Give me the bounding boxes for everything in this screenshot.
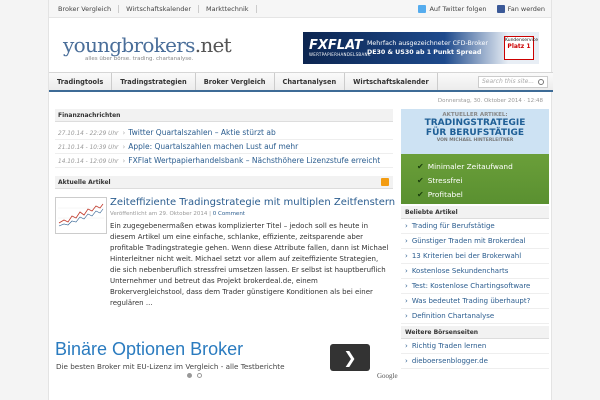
chart-thumbnail-icon	[56, 198, 106, 233]
list-item[interactable]	[401, 219, 549, 234]
nav-wirtschaftskalender[interactable]: Wirtschaftskalender	[345, 73, 438, 90]
social-links	[418, 5, 545, 13]
search-input[interactable]	[478, 76, 548, 88]
ad-binaere-optionen[interactable]	[55, 339, 398, 389]
arrow-icon: ›	[405, 237, 408, 245]
main-nav	[49, 72, 553, 92]
news-list	[55, 126, 393, 168]
facebook-label: Fan werden	[507, 4, 545, 13]
promo-points	[417, 159, 513, 201]
promo-point	[417, 159, 513, 173]
list-item-label: dieboersenblogger.de	[411, 357, 488, 365]
list-item-label: 13 Kriterien bei der Brokerwahl	[411, 252, 522, 260]
list-item-label: Definition Chartanalyse	[411, 312, 495, 320]
news-item[interactable]	[55, 154, 393, 168]
article-date: Veröffentlicht am 29. Oktober 2014 |	[110, 211, 212, 217]
award-badge	[504, 36, 539, 60]
top-link-wirtschaftskalender[interactable]: Wirtschaftskalender	[119, 5, 199, 13]
ad-pager	[187, 373, 202, 378]
google-ads-logo: Google	[377, 372, 398, 380]
promo-banner[interactable]	[401, 109, 549, 204]
top-link-markttechnik[interactable]: Markttechnik	[199, 5, 257, 13]
article-comments-link[interactable]: 0 Comment	[212, 211, 245, 217]
site-logo[interactable]	[63, 35, 231, 62]
news-date: 27.10.14 - 22:29 Uhr	[58, 131, 119, 137]
article-title[interactable]: Zeiteffiziente Tradingstrategie mit multiplen Zeitfenstern	[110, 197, 396, 208]
news-item[interactable]	[55, 126, 393, 140]
logo-name: youngbrokers	[63, 33, 195, 57]
list-item[interactable]	[401, 264, 549, 279]
finanznachrichten-heading: Finanznachrichten	[55, 109, 393, 122]
arrow-icon: ›	[405, 312, 408, 320]
list-item-label: Was bedeutet Trading überhaupt?	[411, 297, 531, 305]
facebook-icon	[497, 5, 505, 13]
fxflat-banner[interactable]	[303, 32, 539, 64]
arrow-icon: ›	[405, 252, 408, 260]
check-icon: ✔	[417, 175, 424, 185]
banner-copy	[367, 39, 488, 58]
list-item-label: Richtig Traden lernen	[411, 342, 487, 350]
promo-headline-1: TRADINGSTRATEGIE	[424, 118, 526, 128]
top-link-broker-vergleich[interactable]: Broker Vergleich	[55, 5, 119, 13]
check-icon: ✔	[417, 161, 424, 171]
list-item[interactable]	[401, 234, 549, 249]
list-item[interactable]	[401, 249, 549, 264]
search-placeholder: Search this site...	[482, 78, 535, 85]
promo-point	[417, 187, 513, 201]
nav-tradingstrategien[interactable]: Tradingstrategien	[112, 73, 195, 90]
aktuelle-artikel-label: Aktuelle Artikel	[58, 178, 111, 186]
promo-byline: VON MICHAEL HINTERLEITNER	[436, 138, 514, 143]
list-item[interactable]	[401, 339, 549, 354]
fxflat-brand-sub: WERTPAPIERHANDELSBANK	[309, 52, 371, 57]
fxflat-brand: FXFLAT	[309, 38, 363, 53]
ad-subtitle: Die besten Broker mit EU-Lizenz im Vergleich - alle Testberichte	[56, 362, 285, 371]
arrow-icon: ›	[405, 357, 408, 365]
weitere-boersenseiten-heading: Weitere Börsenseiten	[401, 326, 549, 339]
facebook-fan-link[interactable]	[497, 5, 545, 13]
news-title[interactable]: FXFlat Wertpapierhandelsbank – Nächsthöhere Lizenzstufe erreicht	[128, 156, 381, 165]
check-icon: ✔	[417, 189, 424, 199]
arrow-icon: ›	[405, 297, 408, 305]
date-line: Donnerstag, 30. Oktober 2014 · 12:48	[437, 98, 543, 104]
badge-rank: Platz 1	[507, 42, 531, 50]
banner-line-2: DE30 & US30 ab 1 Punkt Spread	[367, 49, 482, 56]
list-item-label: Test: Kostenlose Chartingsoftware	[411, 282, 531, 290]
arrow-icon: ›	[405, 342, 408, 350]
top-bar	[49, 0, 551, 18]
arrow-icon: ›	[122, 157, 126, 165]
news-date: 14.10.14 - 12:09 Uhr	[58, 159, 119, 165]
news-title[interactable]: Apple: Quartalszahlen machen Lust auf mehr	[128, 142, 299, 151]
beliebte-artikel-heading: Beliebte Artikel	[401, 206, 549, 219]
arrow-icon: ›	[122, 129, 126, 137]
main-column	[55, 109, 396, 307]
news-title[interactable]: Twitter Quartalszahlen – Aktie stürzt ab	[128, 128, 276, 137]
list-item[interactable]	[401, 354, 549, 369]
promo-kicker: AKTUELLER ARTIKEL:	[442, 112, 508, 118]
beliebte-artikel-list	[401, 219, 549, 324]
twitter-follow-link[interactable]	[418, 5, 486, 13]
page	[48, 0, 552, 400]
news-item[interactable]	[55, 140, 393, 154]
nav-tradingtools[interactable]: Tradingtools	[49, 73, 112, 90]
list-item-label: Trading für Berufstätige	[411, 222, 495, 230]
list-item[interactable]	[401, 279, 549, 294]
tagline: alles über börse. trading. chartanalyse.	[85, 56, 194, 62]
list-item[interactable]	[401, 309, 549, 324]
weitere-boersenseiten-list	[401, 339, 549, 369]
promo-point-label: Stressfrei	[427, 175, 463, 185]
pager-dot-active[interactable]	[187, 373, 192, 378]
logo-tld: .net	[194, 33, 232, 57]
banner-line-1: Mehrfach ausgezeichneter CFD-Broker	[367, 39, 489, 47]
rss-icon[interactable]	[381, 178, 389, 186]
pager-dot[interactable]	[197, 373, 202, 378]
promo-header	[401, 109, 549, 154]
article-thumbnail[interactable]	[55, 197, 107, 234]
promo-point-label: Minimaler Zeitaufwand	[427, 161, 513, 171]
badge-top: Kundenservice	[505, 38, 539, 43]
sidebar	[401, 109, 549, 369]
search-icon[interactable]	[538, 79, 544, 85]
arrow-icon: ›	[405, 267, 408, 275]
ad-next-button[interactable]: ❯	[330, 344, 370, 371]
twitter-label: Auf Twitter folgen	[429, 4, 487, 13]
top-links	[55, 5, 257, 13]
promo-headline-2: FÜR BERUFSTÄTIGE	[425, 128, 525, 138]
news-date: 21.10.14 - 10:39 Uhr	[58, 145, 119, 151]
fxflat-logo	[303, 38, 371, 57]
list-item-label: Kostenlose Sekundencharts	[411, 267, 509, 275]
aktuelle-artikel-heading	[55, 176, 393, 189]
list-item[interactable]	[401, 294, 549, 309]
article-teaser	[55, 197, 396, 307]
nav-chartanalysen[interactable]: Chartanalysen	[275, 73, 346, 90]
promo-point	[417, 173, 513, 187]
arrow-icon: ›	[122, 143, 126, 151]
article-meta	[110, 211, 245, 217]
arrow-icon: ›	[405, 282, 408, 290]
nav-broker-vergleich[interactable]: Broker Vergleich	[196, 73, 275, 90]
twitter-icon	[418, 5, 426, 13]
article-excerpt: Ein zugegebenermaßen etwas komplizierter Titel – jedoch soll es heute in diesem Artikel um eine einfache, schlanke, effiziente, zeitsparende aber profitable Tradingstrategie gehen. Wenn diese Attribute fallen, dann ist Michael Hinterleitner nicht weit. Michael setzt vor allem auf zeiteffiziente Strategien, die sich nebenberuflich stressfrei umsetzen lassen. Er selbst ist hauptberuflich Unternehmer und betreut das Projekt brokerdeal.de, einem Brokervergleichstool, dass dem Trader günstigere Konditionen als bei einer regulären ...	[110, 222, 389, 307]
promo-point-label: Profitabel	[427, 189, 463, 199]
arrow-icon: ›	[405, 222, 408, 230]
ad-title[interactable]: Binäre Optionen Broker	[55, 339, 244, 359]
list-item-label: Günstiger Traden mit Brokerdeal	[411, 237, 526, 245]
